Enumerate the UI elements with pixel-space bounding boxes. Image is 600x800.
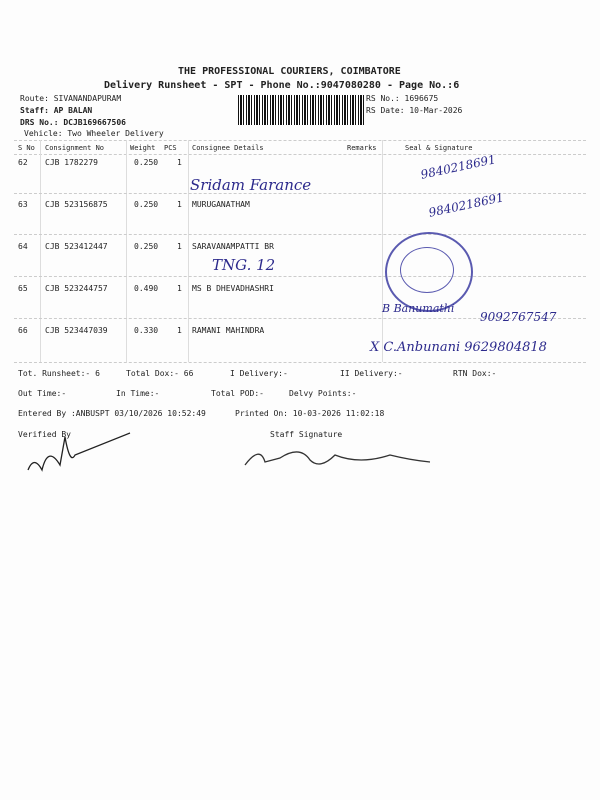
handwritten-phone: 9092767547 bbox=[480, 310, 557, 324]
row-weight: 0.250 bbox=[134, 242, 159, 251]
col-weight: Weight bbox=[130, 144, 156, 152]
row-pcs: 1 bbox=[177, 200, 182, 209]
entered-by: Entered By :ANBUSPT 03/10/2026 10:52:49 bbox=[18, 409, 206, 418]
staff-signature-label: Staff Signature bbox=[270, 430, 343, 439]
verifier-signature bbox=[20, 425, 140, 485]
printed-on: Printed On: 10-03-2026 11:02:18 bbox=[235, 409, 385, 418]
handwritten-name: B Banumathi bbox=[382, 302, 455, 315]
handwritten-name: Sridam Farance bbox=[190, 176, 312, 194]
row-consignment: CJB 523412447 bbox=[45, 242, 108, 251]
barcode bbox=[238, 95, 364, 125]
row-sno: 62 bbox=[18, 158, 28, 167]
row-consignee: MS B DHEVADHASHRI bbox=[192, 284, 274, 293]
vehicle: Vehicle: Two Wheeler Delivery bbox=[24, 129, 164, 138]
verified-by-label: Verified By bbox=[18, 430, 71, 439]
row-consignee: RAMANI MAHINDRA bbox=[192, 326, 265, 335]
row-consignee: SARAVANAMPATTI BR bbox=[192, 242, 274, 251]
row-weight: 0.490 bbox=[134, 284, 159, 293]
out-time: Out Time:- bbox=[18, 389, 67, 398]
row-consignment: CJB 523244757 bbox=[45, 284, 108, 293]
rs-date: RS Date: 10-Mar-2026 bbox=[366, 106, 463, 115]
i-delivery: I Delivery:- bbox=[230, 369, 288, 378]
row-consignment: CJB 1782279 bbox=[45, 158, 98, 167]
row-weight: 0.250 bbox=[134, 200, 159, 209]
row-sno: 63 bbox=[18, 200, 28, 209]
company-seal-inner bbox=[400, 247, 454, 293]
rs-number: RS No.: 1696675 bbox=[366, 94, 439, 103]
row-sno: 66 bbox=[18, 326, 28, 335]
row-sno: 65 bbox=[18, 284, 28, 293]
row-consignee: MURUGANATHAM bbox=[192, 200, 250, 209]
runsheet-subtitle: Delivery Runsheet - SPT - Phone No.:9047080280 - Page No.:6 bbox=[104, 80, 460, 91]
handwritten-note: TNG. 12 bbox=[212, 256, 276, 274]
delvy-points: Delvy Points:- bbox=[289, 389, 357, 398]
company-title: THE PROFESSIONAL COURIERS, COIMBATORE bbox=[178, 66, 401, 77]
col-remarks: Remarks bbox=[347, 144, 377, 152]
row-pcs: 1 bbox=[177, 158, 182, 167]
in-time: In Time:- bbox=[116, 389, 160, 398]
drs-number: DRS No.: DCJB169667506 bbox=[20, 118, 126, 127]
col-consignee: Consignee Details bbox=[192, 144, 264, 152]
row-weight: 0.330 bbox=[134, 326, 159, 335]
staff-signature bbox=[240, 440, 440, 480]
row-consignment: CJB 523156875 bbox=[45, 200, 108, 209]
handwritten-phone: 9840218691 bbox=[427, 190, 505, 220]
row-weight: 0.250 bbox=[134, 158, 159, 167]
total-dox: Total Dox:- 66 bbox=[126, 369, 194, 378]
rtn-dox: RTN Dox:- bbox=[453, 369, 497, 378]
total-pod: Total POD:- bbox=[211, 389, 264, 398]
row-pcs: 1 bbox=[177, 284, 182, 293]
row-sno: 64 bbox=[18, 242, 28, 251]
ii-delivery: II Delivery:- bbox=[340, 369, 403, 378]
handwritten-name-phone: X C.Anbunani 9629804818 bbox=[370, 340, 547, 355]
col-pcs: PCS bbox=[164, 144, 177, 152]
tot-runsheet: Tot. Runsheet:- 6 bbox=[18, 369, 100, 378]
col-sno: S No bbox=[18, 144, 35, 152]
row-consignment: CJB 523447039 bbox=[45, 326, 108, 335]
handwritten-phone: 9840218691 bbox=[419, 152, 497, 182]
col-consignment: Consignment No bbox=[45, 144, 105, 152]
row-pcs: 1 bbox=[177, 242, 182, 251]
route: Route: SIVANANDAPURAM bbox=[20, 94, 122, 103]
row-pcs: 1 bbox=[177, 326, 182, 335]
staff: Staff: AP BALAN bbox=[20, 106, 93, 115]
col-seal-signature: Seal & Signature bbox=[405, 144, 473, 152]
